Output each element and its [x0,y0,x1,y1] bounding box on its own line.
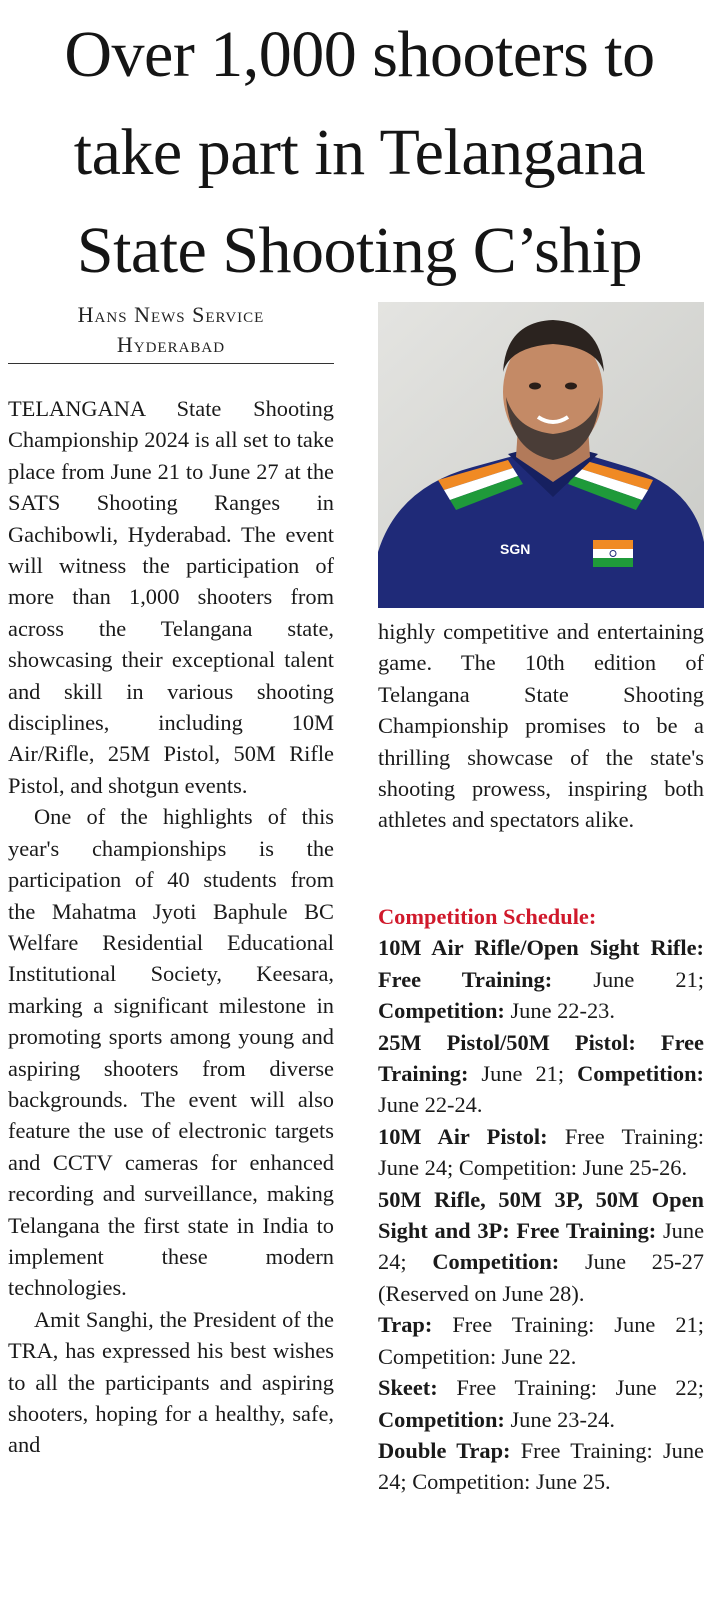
portrait-illustration [378,302,704,608]
byline-divider [8,363,334,364]
article-paragraph-1: TELANGANA State Shooting Championship 2024 is all set to take place from June 21 to June 27 at the SATS Shooting Ranges in Gachibowli, Hyderabad. The event will witness the participation of more than 1,000 shooters from across the Telangana state, showcasing their exceptional talent and skill in various shooting disciplines, including 10M Air/Rifle, 25M Pistol, 50M Rifle Pistol, and shotgun events. [8,396,334,798]
schedule-item: 10M Air Rifle/Open Sight Rifle: Free Training: June 21; Competition: June 22-23. [378,935,704,1024]
article-paragraph-3-continued: highly competitive and entertaining game. The 10th edition of Telangana State Shooting Championship promises to be a thrilling showcase of the state's shooting prowess, inspiring both athletes and spectators alike. [378,619,704,833]
headline [0,6,719,300]
schedule-item: 50M Rifle, 50M 3P, 50M Open Sight and 3P: Free Training: June 24; Competition: June 25-27 (Reserved on June 28). [378,1186,705,1306]
schedule-item: Trap: Free Training: June 21; Competition: June 22. [378,1312,704,1369]
article-paragraph-2: One of the highlights of this year's championships is the participation of 40 students from the Mahatma Jyoti Baphule BC Welfare Residential Educational Institutional Society, Keesara, marking a significant milestone in promoting sports among young and aspiring shooters from diverse backgrounds. The event will also feature the use of electronic targets and CCTV cameras for enhanced recording and surveillance, making Telangana the first state in India to implement these modern technologies. [8,804,334,1301]
headline-line-2: take part in Telangana [73,116,646,189]
jersey-logo-text: SGN [500,541,531,557]
byline [8,300,334,360]
byline-city: Hyderabad [116,332,226,357]
article-paragraph-3: Amit Sanghi, the President of the TRA, has expressed his best wishes to all the participants and aspiring shooters, hoping for a healthy, safe, and [8,1306,334,1458]
portrait-photo [378,302,704,608]
schedule-item: Double Trap: Free Training: June 24; Competition: June 25. [378,1437,704,1495]
schedule-item: Skeet: Free Training: June 22; Competition: June 23-24. [378,1375,704,1432]
schedule-item: 25M Pistol/50M Pistol: Free Training: June 21; Competition: June 22-24. [378,1029,704,1118]
schedule-item: 10M Air Pistol: Free Training: June 24; Competition: June 25-26. [378,1123,704,1181]
byline-agency: Hans News Service [77,302,265,327]
schedule-title: Competition Schedule: [378,904,597,929]
competition-schedule [378,901,704,1498]
article-left-column [8,393,334,1461]
headline-line-3: State Shooting C’ship [76,214,643,287]
headline-line-1: Over 1,000 shooters to [64,18,655,91]
article-right-column [378,616,704,836]
